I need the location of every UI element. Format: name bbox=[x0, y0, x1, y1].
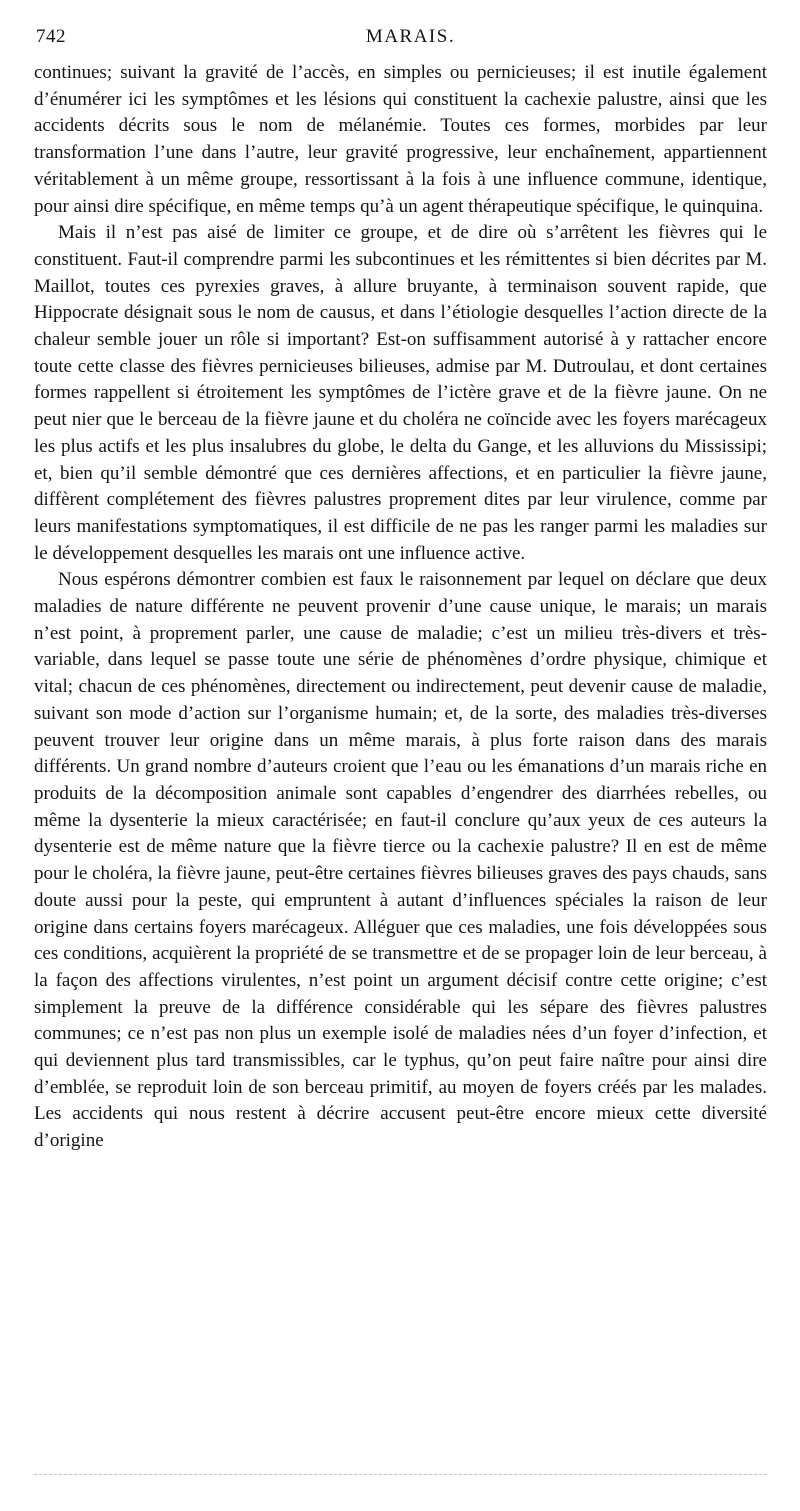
running-title: MARAIS. bbox=[365, 26, 456, 47]
paragraph-continuation: continues; suivant la gravité de l’accès, en simples ou pernicieuses; il est inutile également d’énumérer ici les symptômes et les lésions qui constituent la cachexie palustre, ainsi que les accidents décrits sous le nom de mélanémie. Toutes ces formes, morbides par leur transformation l’une dans l’autre, leur gravité progressive, leur enchaînement, appartiennent véritablement à un même groupe, ressortissant à la fois à une influence commune, identique, pour ainsi dire spécifique, en même temps qu’à un agent thérapeutique spécifique, le quinquina. bbox=[34, 62, 767, 217]
body-text bbox=[34, 60, 767, 1155]
footer-rule bbox=[34, 1474, 767, 1475]
paragraph-raisonnement: Nous espérons démontrer combien est faux le raisonnement par lequel on déclare que deux maladies de nature différente ne peuvent provenir d’une cause unique, le marais; un marais n’est point, à proprement parler, une cause de maladie; c’est un milieu très-divers et très-variable, dans lequel se passe toute une série de phénomènes d’ordre physique, chimique et vital; chacun de ces phénomènes, directement ou indirectement, peut devenir cause de maladie, suivant son mode d’action sur l’organisme humain; et, de la sorte, des maladies très-diverses peuvent trouver leur origine dans un même marais, à plus forte raison dans des marais différents. Un grand nombre d’auteurs croient que l’eau ou les émanations d’un marais riche en produits de la décomposition animale sont capables d’engendrer des diarrhées rebelles, ou même la dysenterie la mieux caractérisée; en faut-il conclure qu’aux yeux de ces auteurs la dysenterie est de même nature que la fièvre tierce ou la cachexie palustre? Il en est de même pour le choléra, la fièvre jaune, peut-être certaines fièvres bilieuses graves des pays chauds, sans doute aussi pour la peste, qui empruntent à autant d’influences spéciales la raison de leur origine dans certains foyers marécageux. Alléguer que ces maladies, une fois développées sous ces conditions, acquièrent la propriété de se transmettre et de se propager loin de leur berceau, à la façon des affections virulentes, n’est point un argument décisif contre cette origine; c’est simplement la preuve de la différence considérable qui les sépare des fièvres palustres communes; ce n’est pas non plus un exemple isolé de maladies nées d’un foyer d’infection, et qui deviennent plus tard transmissibles, car le typhus, qu’on peut faire naître pour ainsi dire d’emblée, se reproduit loin de son berceau primitif, au moyen de foyers créés par les malades. Les accidents qui nous restent à décrire accusent peut-être encore mieux cette diversité d’origine bbox=[34, 569, 767, 1152]
paragraph-groupe: Mais il n’est pas aisé de limiter ce groupe, et de dire où s’arrêtent les fièvres qui le constituent. Faut-il comprendre parmi les subcontinues et les rémittentes si bien décrites par M. Maillot, toutes ces pyrexies graves, à allure bruyante, à terminaison souvent rapide, que Hippocrate désignait sous le nom de causus, et dans l’étiologie desquelles l’action directe de la chaleur semble jouer un rôle si important? Est-on suffisamment autorisé à y rattacher encore toute cette classe des fièvres pernicieuses bilieuses, admise par M. Dutroulau, et dont certaines formes rappellent si étroitement les symptômes de l’ictère grave et de la fièvre jaune. On ne peut nier que le berceau de la fièvre jaune et du choléra ne coïncide avec les foyers marécageux les plus actifs et les plus insalubres du globe, le delta du Gange, et les alluvions du Mississipi; et, bien qu’il semble démontré que ces dernières affections, et en particulier la fièvre jaune, diffèrent complétement des fièvres palustres proprement dites par leur virulence, comme par leurs manifestations symptomatiques, il est difficile de ne pas les ranger parmi les maladies sur le développement desquelles les marais ont une influence active. bbox=[34, 222, 767, 564]
running-header bbox=[34, 22, 767, 52]
page-number: 742 bbox=[36, 26, 66, 47]
